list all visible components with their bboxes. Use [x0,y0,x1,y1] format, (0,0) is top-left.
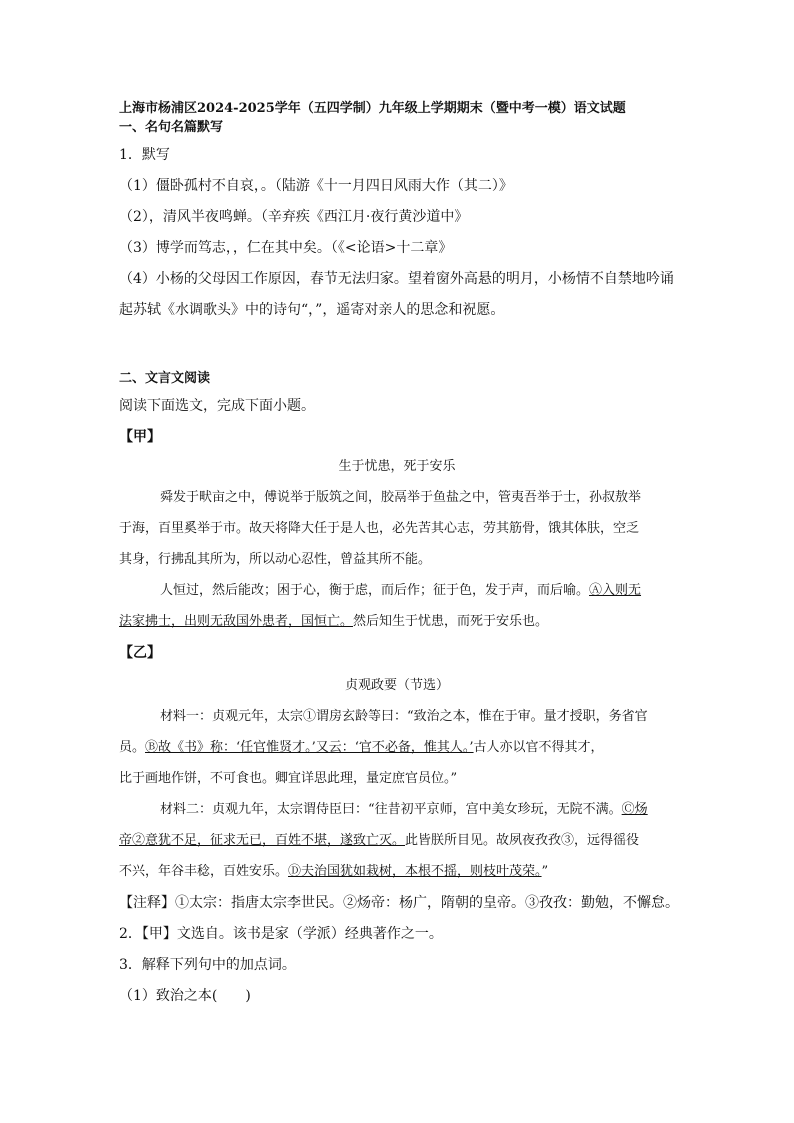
q1-item-4-line-1: （4）小杨的父母因工作原因，春节无法归家。望着窗外高悬的明月，小杨情不自禁地吟诵 [119,271,674,287]
text-b-m2-line-1: 材料二：贞观九年，太宗谓侍臣曰：“往昔初平京师，宫中美女珍玩，无院不满。Ⓒ炀 [160,802,648,817]
underlined-sentence-b: Ⓑ故《书》称：‘任官惟贤才。’又云：‘官不必备，惟其人。’ [145,740,474,755]
underlined-sentence-a: Ⓐ入则无 [589,583,642,598]
section-1-heading: 一、名句名篇默写 [119,120,224,135]
paper-title: 上海市杨浦区2024-2025学年（五四学制）九年级上学期期末（暨中考一模）语文试题 [119,101,626,116]
q1-item-2: （2），清风半夜鸣蝉。（辛弃疾《西江月·夜行黄沙道中》 [119,209,469,225]
text-b-m2-line-2: 帝②意犹不足，征求无已，百姓不堪，遂致亡灭。此皆朕所目见。故夙夜孜孜③，远得徭役 [119,833,640,848]
section-2-instruction: 阅读下面选文，完成下面小题。 [119,398,315,414]
text-b-m1-line-1: 材料一：贞观元年，太宗①谓房玄龄等曰：“致治之本，惟在于审。量才授职，务省官 [160,709,648,724]
text-a-label: 【甲】 [119,429,161,445]
underlined-sentence-a-end: 法家拂士，出则无敌国外患者，国恒亡。 [119,614,354,629]
text-b-title: 贞观政要（节选） [344,678,449,693]
text-a-para-2-line-1: 人恒过，然后能改；困于心，衡于虑，而后作；征于色，发于声，而后喻。Ⓐ入则无 [160,583,642,598]
text-a-title: 生于忧患，死于安乐 [338,459,456,474]
question-1-label: 1．默写 [119,147,170,163]
underlined-sentence-c: Ⓒ炀 [621,802,648,817]
text-a-para-1-line-3: 其身，行拂乱其所为，所以动心忍性，曾益其所不能。 [119,552,432,567]
text-a-para-2-line-2: 法家拂士，出则无敌国外患者，国恒亡。然后知生于忧患，而死于安乐也。 [119,614,549,629]
text-b-m2-line-3: 不兴，年谷丰稔，百姓安乐。Ⓓ夫治国犹如栽树，本根不摇，则枝叶茂荣。” [119,864,549,879]
question-2: 2．【甲】文选自。该书是家（学派）经典著作之一。 [119,926,443,942]
underlined-sentence-c-end: 帝②意犹不足，征求无已，百姓不堪，遂致亡灭。 [119,833,406,848]
question-3: 3．解释下列句中的加点词。 [119,957,296,973]
question-3-item-1: （1）致治之本( ) [119,988,251,1004]
annotation: 【注释】①太宗：指唐太宗李世民。②炀帝：杨广，隋朝的皇帝。③孜孜：勤勉，不懈怠。 [119,895,679,911]
text-b-m1-line-3: 比于画地作饼，不可食也。卿宜详思此理，量定庶官员位。” [119,771,458,786]
text-b-label: 【乙】 [119,645,161,661]
q1-item-3: （3）博学而笃志，，仁在其中矣。（《<论语>十二章》 [119,240,453,256]
underlined-sentence-d: Ⓓ夫治国犹如栽树，本根不摇，则枝叶茂荣。 [288,864,542,879]
q1-item-4-line-2: 起苏轼《水调歌头》中的诗句“，”，遥寄对亲人的思念和祝愿。 [119,302,505,318]
text-a-para-1-line-2: 于海，百里奚举于市。故天将降大任于是人也，必先苦其心志，劳其筋骨，饿其体肤，空乏 [119,521,640,536]
text-a-para-1-line-1: 舜发于畎亩之中，傅说举于版筑之间，胶鬲举于鱼盐之中，管夷吾举于士，孙叔敖举 [160,490,642,505]
text-b-m1-line-2: 员。Ⓑ故《书》称：‘任官惟贤才。’又云：‘官不必备，惟其人。’古人亦以官不得其才， [119,740,604,755]
q1-item-1: （1）僵卧孤村不自哀，。（陆游《十一月四日风雨大作（其二）》 [119,178,513,194]
section-2-heading: 二、文言文阅读 [119,371,211,386]
